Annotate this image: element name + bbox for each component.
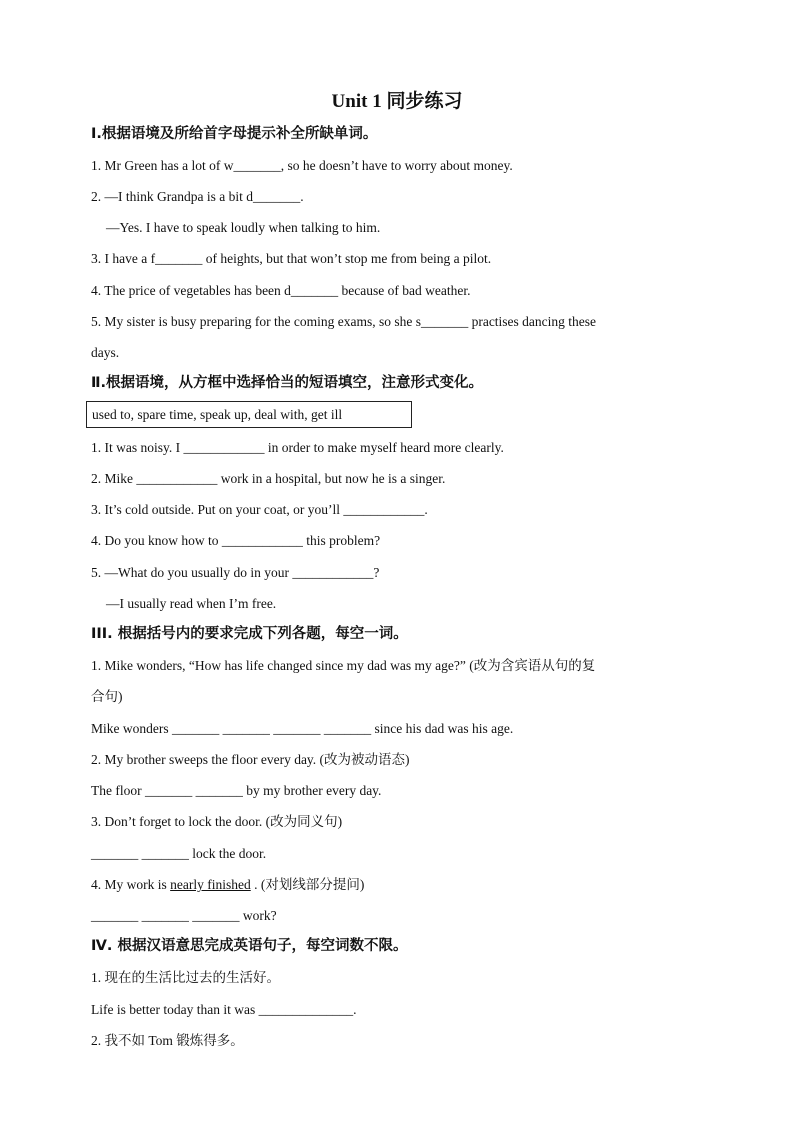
s2-item-5-reply: —I usually read when I’m free. (106, 596, 277, 611)
s3-item-1: 1. Mike wonders, “How has life changed since my dad was my age?” (改为含宾语从句的复 (91, 658, 596, 673)
s1-item-5-cont: days. (91, 345, 120, 360)
s3-item-2: 2. My brother sweeps the floor every day. (改为被动语态) (91, 752, 410, 767)
phrase-box-text: used to, spare time, speak up, deal with, get ill (92, 407, 343, 422)
s2-item-4: 4. Do you know how to ____________ this problem? (91, 533, 381, 548)
s3-item-3-answer: _______ _______ lock the door. (91, 846, 267, 861)
page-title: Unit 1 同步练习 (331, 91, 463, 112)
s2-item-5: 5. —What do you usually do in your ____________? (91, 565, 380, 580)
s3-item-4-suffix: . (对划线部分提问) (250, 877, 365, 892)
s1-item-1: 1. Mr Green has a lot of w_______, so he doesn’t have to worry about money. (91, 158, 513, 173)
s3-item-1-answer: Mike wonders _______ _______ _______ _______ since his dad was his age. (91, 721, 514, 736)
s3-item-4-answer: _______ _______ _______ work? (91, 908, 277, 923)
s4-item-2: 2. 我不如 Tom 锻炼得多。 (91, 1033, 244, 1048)
s2-item-3: 3. It’s cold outside. Put on your coat, or you’ll ____________. (91, 502, 428, 517)
s1-item-3: 3. I have a f_______ of heights, but that won’t stop me from being a pilot. (91, 251, 492, 266)
s2-item-2: 2. Mike ____________ work in a hospital, but now he is a singer. (91, 471, 446, 486)
section-3-heading: III. 根据括号内的要求完成下列各题，每空一词。 (91, 626, 408, 642)
s1-item-5: 5. My sister is busy preparing for the coming exams, so she s_______ practises dancing these (91, 314, 597, 329)
s3-item-4-underlined: nearly finished (170, 877, 251, 892)
s1-item-2: 2. —I think Grandpa is a bit d_______. (91, 189, 304, 204)
s1-item-2-reply: —Yes. I have to speak loudly when talking to him. (106, 220, 381, 235)
s4-item-1-answer: Life is better today than it was ______________. (91, 1002, 357, 1017)
s3-item-4 (91, 876, 364, 894)
phrase-box (86, 401, 412, 428)
section-1-heading: Ⅰ.根据语境及所给首字母提示补全所缺单词。 (91, 126, 378, 142)
s4-item-1: 1. 现在的生活比过去的生活好。 (91, 970, 280, 985)
s3-item-1-cont: 合句) (91, 689, 123, 704)
s3-item-2-answer: The floor _______ _______ by my brother every day. (91, 783, 382, 798)
section-2-heading: Ⅱ.根据语境，从方框中选择恰当的短语填空，注意形式变化。 (91, 375, 484, 391)
s2-item-1: 1. It was noisy. I ____________ in order to make myself heard more clearly. (91, 440, 504, 455)
s3-item-4-prefix: 4. My work is (91, 877, 171, 892)
s1-item-4: 4. The price of vegetables has been d_______ because of bad weather. (91, 283, 471, 298)
section-4-heading: Ⅳ. 根据汉语意思完成英语句子，每空词数不限。 (91, 938, 408, 954)
s3-item-3: 3. Don’t forget to lock the door. (改为同义句) (91, 814, 343, 829)
